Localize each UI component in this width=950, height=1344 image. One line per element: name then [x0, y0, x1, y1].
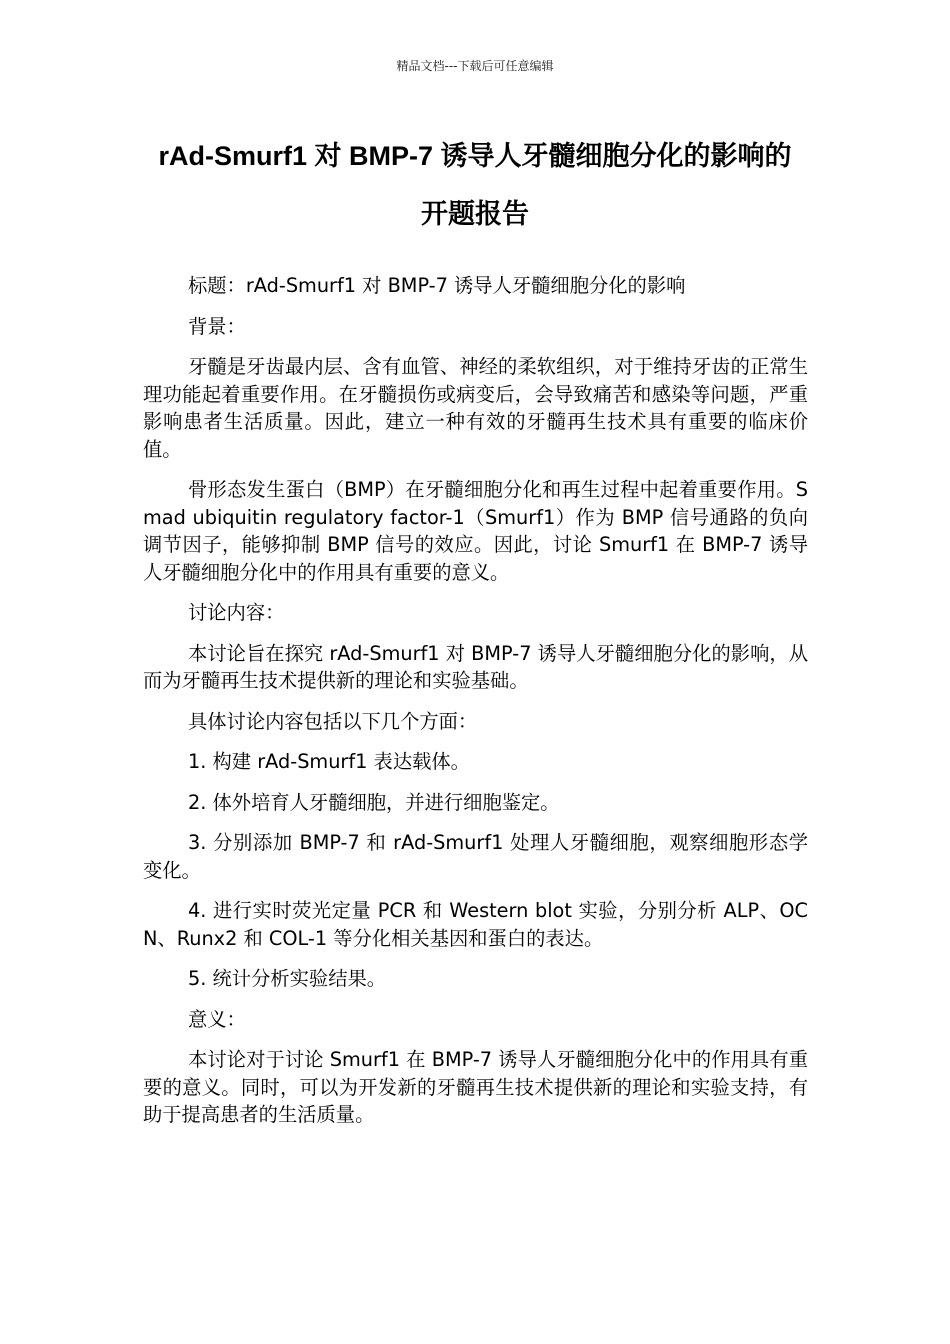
paragraph-background-2: 骨形态发生蛋白（BMP）在牙髓细胞分化和再生过程中起着重要作用。Smad ubiquitin regulatory factor-1（Smurf1）作为 BMP 信号通路的负向调节因子，能够抑制 BMP 信号的效应。因此，讨论 Smurf1 在 BMP-7 诱导人牙髓细胞分化中的作用具有重要的意义。: [143, 478, 808, 584]
paragraph-content-intro: 本讨论旨在探究 rAd-Smurf1 对 BMP-7 诱导人牙髓细胞分化的影响，从而为牙髓再生技术提供新的理论和实验基础。: [143, 641, 808, 692]
document-title-line-2: 开题报告: [421, 199, 529, 229]
list-item-2: 2. 体外培育人牙髓细胞，并进行细胞鉴定。: [188, 790, 560, 814]
header-note: 精品文档---下载后可任意编辑: [396, 59, 554, 73]
paragraph-background-1: 牙髓是牙齿最内层、含有血管、神经的柔软组织，对于维持牙齿的正常生理功能起着重要作用。在牙髓损伤或病变后，会导致痛苦和感染等问题，严重影响患者生活质量。因此，建立一种有效的牙髓再生技术具有重要的临床价值。: [143, 355, 808, 461]
paragraph-background-heading: 背景：: [188, 314, 246, 338]
list-item-4: 4. 进行实时荧光定量 PCR 和 Western blot 实验，分别分析 ALP、OCN、Runx2 和 COL-1 等分化相关基因和蛋白的表达。: [143, 899, 808, 950]
list-item-5: 5. 统计分析实验结果。: [188, 967, 387, 990]
list-item-1: 1. 构建 rAd-Smurf1 表达载体。: [188, 750, 470, 773]
paragraph-content-heading: 讨论内容：: [188, 601, 285, 624]
list-item-3: 3. 分别添加 BMP-7 和 rAd-Smurf1 处理人牙髓细胞，观察细胞形态学变化。: [143, 831, 808, 882]
document-body: [143, 272, 808, 1142]
document-title-line-1: rAd-Smurf1 对 BMP-7 诱导人牙髓细胞分化的影响的: [158, 141, 792, 171]
paragraph-significance: 本讨论对于讨论 Smurf1 在 BMP-7 诱导人牙髓细胞分化中的作用具有重要的意义。同时，可以为开发新的牙髓再生技术提供新的理论和实验支持，有助于提高患者的生活质量。: [143, 1048, 808, 1126]
paragraph-title-line: 标题：rAd-Smurf1 对 BMP-7 诱导人牙髓细胞分化的影响: [188, 274, 686, 297]
paragraph-content-aspects: 具体讨论内容包括以下几个方面：: [188, 709, 478, 733]
paragraph-significance-heading: 意义：: [188, 1007, 246, 1031]
